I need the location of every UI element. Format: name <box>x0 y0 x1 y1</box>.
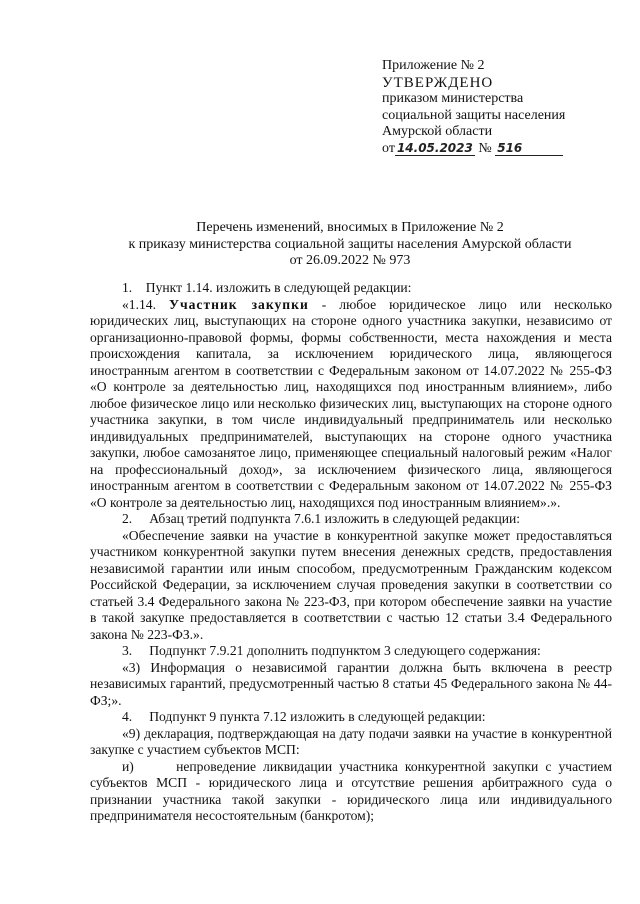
ministry-line: социальной защиты населения <box>382 107 566 123</box>
item-1-term: Участник закупки <box>168 296 309 312</box>
appendix-number: Приложение № 2 <box>382 58 485 73</box>
approval-stamp <box>382 58 565 157</box>
order-date-line <box>382 141 565 158</box>
date-prefix: от <box>382 140 395 156</box>
document-title <box>90 220 610 270</box>
item-1-open: «1.14. <box>122 296 169 312</box>
title-line-3: от 26.09.2022 № 973 <box>289 253 411 268</box>
item-2-heading: 2. Абзац третий подпункта 7.6.1 изложить в следующей редакции: <box>122 511 521 526</box>
item-1-text <box>90 297 612 512</box>
item-4-heading: 4. Подпункт 9 пункта 7.12 изложить в следующей редакции: <box>122 709 486 724</box>
item-4-subitem: и) непроведение ликвидации участника конкурентной закупки с участием субъектов МСП - юридического лица и отсутствие решения арбитражного суда о признании участника такой закупки - юридического лица или индивидуального предпринимателя несостоятельным (банкротом); <box>90 758 612 823</box>
item-1-body: - любое юридическое лицо или несколько юридических лиц, выступающих на стороне одного участника закупки, независимо от организационно-правовой формы, формы собственности, места нахождения и места происхождения капитала, за исключением юридического лица, являющегося иностранным агентом в соответствии с Федеральным законом от 14.07.2022 № 255-ФЗ «О контроле за деятельностью лиц, находящихся под иностранным влиянием», либо любое физическое лицо или несколько физических лиц, выступающих на стороне одного участника закупки, в том числе индивидуальный предприниматель или несколько индивидуальных предпринимателей, выступающих на стороне одного участника закупки, любое самозанятое лицо, применяющее специальный налоговый режим «Налог на профессиональный доход», за исключением физического лица, являющегося иностранным агентом в соответствии с Федеральным законом от 14.07.2022 № 255-ФЗ «О контроле за деятельностью лиц, находящихся под иностранным влиянием».». <box>90 296 612 510</box>
approved-label: УТВЕРЖДЕНО <box>382 74 494 91</box>
order-line: приказом министерства <box>382 91 524 106</box>
title-line-2: к приказу министерства социальной защиты населения Амурской области <box>128 236 572 252</box>
region-line: Амурской области <box>382 124 493 139</box>
title-line-1: Перечень изменений, вносимых в Приложение № 2 <box>196 220 504 235</box>
item-2-text: «Обеспечение заявки на участие в конкурентной закупке может предоставляться участником конкурентной закупки путем внесения денежных средств, предоставления независимой гарантии или иным способом, предусмотренным Гражданским кодексом Российской Федерации, за исключением случая проведения закупки в соответствии со статьей 3.4 Федерального закона № 223-ФЗ, при котором обеспечение заявки на участие в такой закупке предоставляется в соответствии с частью 12 статьи 3.4 Федерального закона № 223-ФЗ.». <box>90 527 612 642</box>
item-3-text: «3) Информация о независимой гарантии должна быть включена в реестр независимых гарантий, предусмотренный частью 8 статьи 45 Федерального закона № 44-ФЗ;». <box>90 659 612 708</box>
item-1-heading: 1. Пункт 1.14. изложить в следующей редакции: <box>122 280 412 295</box>
handwritten-date: 14.05.2023 <box>396 140 473 155</box>
item-4-text: «9) декларация, подтверждающая на дату подачи заявки на участие в конкурентной закупке с участием субъектов МСП: <box>90 725 612 757</box>
number-prefix: № <box>478 140 492 156</box>
document-body <box>90 280 612 825</box>
item-3-heading: 3. Подпункт 7.9.21 дополнить подпунктом 3 следующего содержания: <box>122 643 541 658</box>
handwritten-number: 516 <box>495 142 563 156</box>
